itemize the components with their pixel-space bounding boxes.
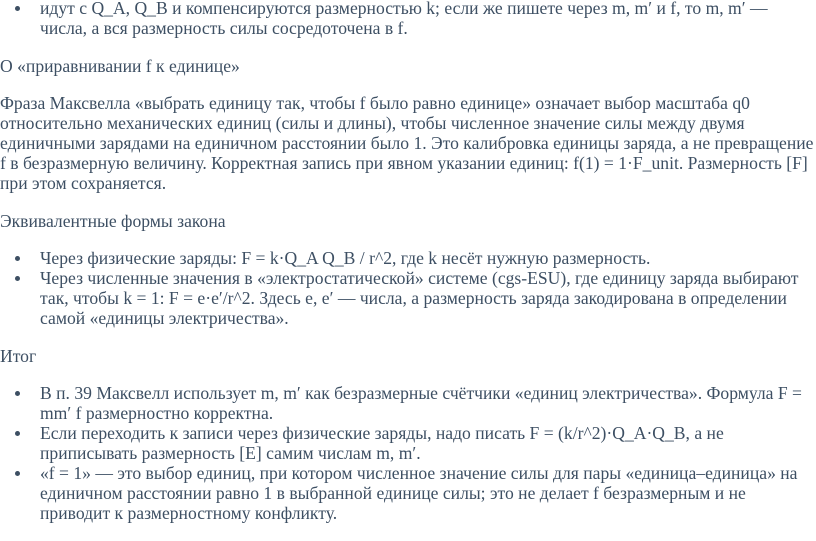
top-bullet-list [0, 0, 816, 38]
list-item: «f = 1» — это выбор единиц, при котором численное значение силы для пары «единица–единица» на единичном расстоянии равно 1 в выбранной единице силы; это не делает f безразмерным и не приводит к размерностному конфликту. [40, 463, 816, 523]
summary-list [0, 383, 816, 523]
section-heading-summary: Итог [0, 346, 37, 366]
list-item: В п. 39 Максвелл использует m, m′ как безразмерные счётчики «единиц электричества». Формула F = mm′ f размерностно корректна. [40, 383, 816, 423]
section-heading-unit-f: О «приравнивании f к единице» [0, 56, 240, 76]
list-item: идут с Q_A, Q_B и компенсируются размерностью k; если же пишете через m, m′ и f, то m, m′ — числа, а вся размерность силы сосредоточена в f. [40, 0, 816, 38]
equivalent-forms-list [0, 248, 816, 328]
list-item: Если переходить к записи через физические заряды, надо писать F = (k/r^2)·Q_A·Q_B, а не приписывать размерность [E] самим числам m, m′. [40, 423, 816, 463]
paragraph-maxwell-phrase: Фраза Максвелла «выбрать единицу так, чтобы f было равно единице» означает выбор масштаба q0 относительно механических единиц (силы и длины), чтобы численное значение силы между двумя единичными зарядами на единичном расстоянии было 1. Это калибровка единицы заряда, а не превращение f в безразмерную величину. Корректная запись при явном указании единиц: f(1) = 1·F_unit. Размерность [F] при этом сохраняется. [0, 93, 814, 193]
list-item: Через численные значения в «электростатической» системе (cgs-ESU), где единицу заряда выбирают так, чтобы k = 1: F = e·e′/r^2. Здесь e, e′ — числа, а размерность заряда закодирована в определении самой «единицы электричества». [40, 268, 816, 328]
list-item: Через физические заряды: F = k·Q_A Q_B / r^2, где k несёт нужную размерность. [40, 248, 816, 268]
section-heading-equivalent-forms: Эквивалентные формы закона [0, 211, 226, 231]
